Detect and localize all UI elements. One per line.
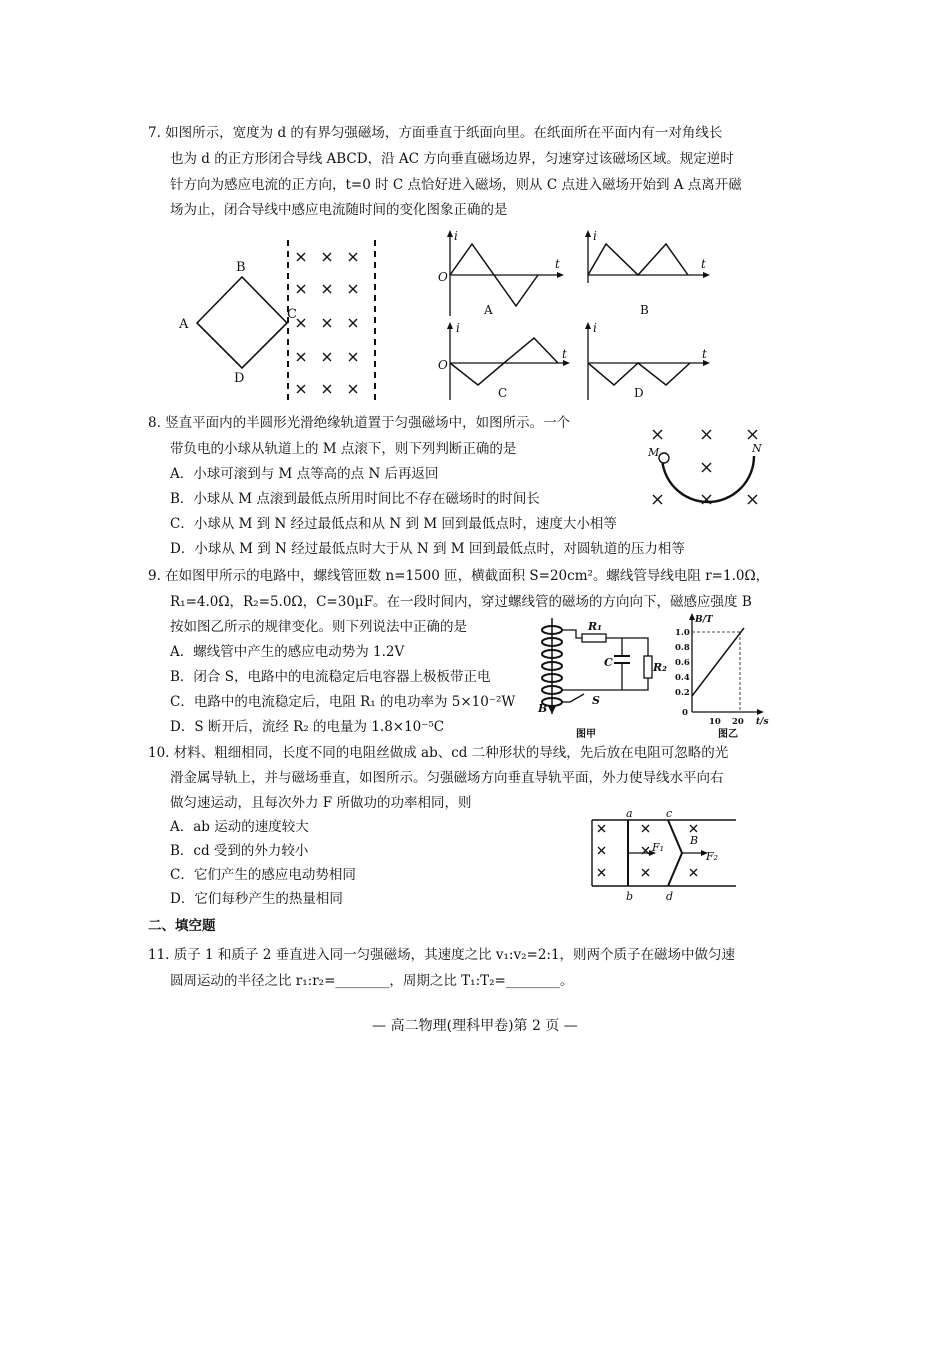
q7-graph-b (576, 228, 716, 320)
q9-option-c: C．电路中的电流稳定后，电阻 R₁ 的电功率为 5×10⁻²W (170, 694, 516, 710)
graph-b-label: B (640, 303, 649, 317)
label-f2: F₂ (706, 850, 719, 863)
graph-a-origin: O (438, 270, 448, 284)
resistor-r2 (644, 656, 652, 678)
q9-line-2: R₁=4.0Ω，R₂=5.0Ω，C=30μF。在一段时间内，穿过螺线管的磁场的方向向下，磁感应强度 B (170, 594, 752, 610)
y-tick-0.8: 0.8 (675, 643, 690, 653)
q7-graph-c (438, 320, 578, 404)
q10-line-2: 滑金属导轨上，并与磁场垂直，如图所示。匀强磁场方向垂直导轨平面，外力使导线水平向右 (170, 770, 724, 786)
y-tick-1.0: 1.0 (675, 628, 690, 638)
q10-option-a: A．ab 运动的速度较大 (170, 819, 309, 835)
circuit-r1-label: R₁ (588, 620, 602, 633)
b-t-line (692, 628, 744, 696)
q9-option-b: B．闭合 S，电路中的电流稳定后电容器上极板带正电 (170, 669, 491, 685)
circuit-r2-label: R₂ (653, 661, 667, 674)
b-field-arrow-icon (548, 706, 556, 714)
q8-option-c: C．小球从 M 到 N 经过最低点和从 N 到 M 回到最低点时，速度大小相等 (170, 516, 617, 532)
q9-line-1: 9. 在如图甲所示的电路中，螺线管匝数 n=1500 匝，横截面积 S=20cm²。螺线管导线电阻 r=1.0Ω， (148, 568, 770, 584)
magnetic-field-cross-icon (653, 430, 757, 504)
y-tick-0.6: 0.6 (675, 658, 690, 668)
q7-graph-d (576, 320, 716, 404)
label-d: D (234, 371, 245, 386)
q7-line-2: 也为 d 的正方形闭合导线 ABCD，沿 AC 方向垂直磁场边界，匀速穿过该磁场区域。规定逆时 (170, 151, 734, 167)
q9-bt-graph (672, 612, 782, 742)
label-m: M (648, 446, 660, 459)
graph-d-label: D (634, 386, 644, 400)
circuit-b-label: B (538, 702, 548, 715)
q9-option-d: D．S 断开后，流经 R₂ 的电量为 1.8×10⁻⁵C (170, 719, 445, 735)
graph-d-t-label: t (702, 347, 707, 361)
q8-option-d: D．小球从 M 到 N 经过最低点时大于从 N 到 M 回到最低点时，对圆轨道的压力相等 (170, 541, 685, 557)
section-fill-in-heading: 二、填空题 (148, 918, 216, 934)
square-abcd (197, 277, 287, 368)
y-tick-labels (675, 628, 690, 718)
switch-s (570, 694, 584, 702)
label-a: A (179, 317, 189, 332)
label-c: C (287, 307, 297, 322)
q9-option-a: A．螺线管中产生的感应电动势为 1.2V (170, 644, 405, 660)
label-d: d (666, 890, 674, 903)
graph-b-i-label: i (593, 229, 597, 243)
q10-option-b: B．cd 受到的外力较小 (170, 843, 309, 859)
y-tick-0: 0 (682, 708, 688, 718)
label-b: b (626, 890, 634, 903)
magnetic-field-cross-icon (598, 825, 697, 876)
x-axis-label: t/s (756, 717, 769, 727)
graph-c-i-label: i (456, 321, 460, 335)
graph-a-label: A (484, 303, 493, 317)
q10-rail-figure (586, 808, 746, 904)
graph-c-t-label: t (562, 347, 567, 361)
y-tick-0.4: 0.4 (675, 673, 690, 683)
circuit-c-label: C (604, 656, 613, 669)
q7-square-field-figure (170, 232, 385, 404)
label-b: B (236, 260, 246, 275)
y-axis-label: B/T (695, 615, 713, 625)
graph-a-t-label: t (555, 257, 560, 271)
q7-line-3: 针方向为感应电流的正方向，t=0 时 C 点恰好进入磁场，则从 C 点进入磁场开始到 A 点离开磁 (170, 177, 742, 193)
q11-line-2: 圆周运动的半径之比 r₁:r₂=________，周期之比 T₁:T₂=________。 (170, 973, 574, 989)
q8-semicircle-track-figure (645, 424, 765, 514)
label-n: N (752, 442, 762, 455)
q8-line-2: 带负电的小球从轨道上的 M 点滚下，则下列判断正确的是 (170, 441, 517, 457)
q7-line-4: 场为止，闭合导线中感应电流随时间的变化图象正确的是 (170, 202, 508, 218)
wire-cd (668, 820, 682, 886)
q9-line-3: 按如图乙所示的规律变化。则下列说法中正确的是 (170, 619, 467, 635)
x-tick-10: 10 (709, 717, 721, 727)
graph-c-label: C (498, 386, 508, 400)
q10-option-c: C．它们产生的感应电动势相同 (170, 867, 356, 883)
x-tick-20: 20 (732, 717, 744, 727)
page-footer: — 高二物理(理科甲卷)第 2 页 — (372, 1018, 578, 1034)
q11-line-1: 11. 质子 1 和质子 2 垂直进入同一匀强磁场，其速度之比 v₁:v₂=2:1，则两个质子在磁场中做匀速 (148, 947, 736, 963)
q10-line-1: 10. 材料、粗细相同，长度不同的电阻丝做成 ab、cd 二种形状的导线，先后放在电阻可忽略的光 (148, 745, 729, 761)
q8-option-b: B．小球从 M 点滚到最低点所用时间比不存在磁场时的时间长 (170, 491, 540, 507)
q7-line-1: 7. 如图所示，宽度为 d 的有界匀强磁场，方面垂直于纸面向里。在纸面所在平面内有一对角线长 (148, 125, 723, 141)
y-tick-0.2: 0.2 (675, 688, 690, 698)
graph-b-t-label: t (701, 257, 706, 271)
circuit-caption: 图甲 (576, 729, 596, 740)
q10-line-3: 做匀速运动，且每次外力 F 所做功的功率相同，则 (170, 795, 472, 811)
circuit-s-label: S (592, 694, 600, 707)
x-tick-labels (709, 717, 744, 727)
resistor-r1 (582, 634, 606, 642)
graph-c-origin: O (438, 358, 448, 372)
label-c: c (666, 807, 673, 820)
q8-option-a: A．小球可滚到与 M 点等高的点 N 后再返回 (170, 466, 439, 482)
q10-option-d: D．它们每秒产生的热量相同 (170, 891, 343, 907)
label-b-field: B (690, 834, 699, 847)
label-a: a (626, 807, 633, 820)
label-f1: F₁ (652, 841, 665, 854)
q8-line-1: 8. 竖直平面内的半圆形光滑绝缘轨道置于匀强磁场中，如图所示。一个 (148, 415, 571, 431)
magnetic-field-cross-icon (297, 253, 357, 393)
graph-caption: 图乙 (718, 729, 738, 740)
q9-circuit-figure (536, 614, 668, 740)
graph-d-i-label: i (593, 321, 597, 335)
charged-ball (659, 453, 669, 463)
semicircle-track (662, 456, 754, 502)
graph-a-i-label: i (454, 229, 458, 243)
q7-graph-a (438, 228, 568, 320)
